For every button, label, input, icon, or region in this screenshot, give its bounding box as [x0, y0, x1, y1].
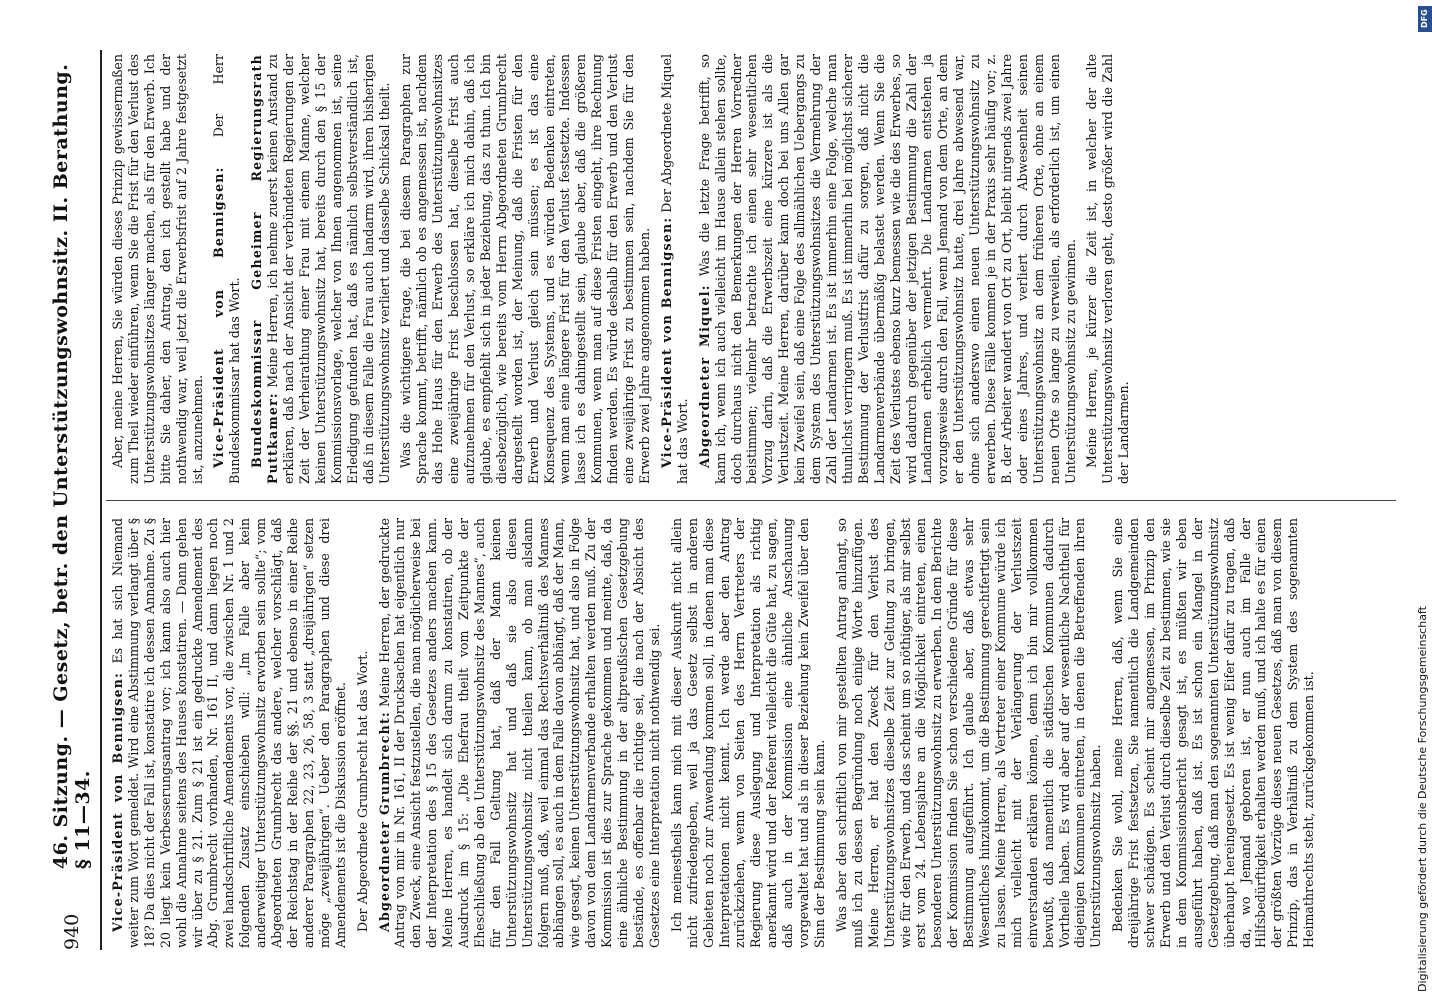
paragraph: [211, 54, 243, 484]
paragraph: [377, 518, 663, 948]
paragraph: [110, 518, 349, 948]
paragraph: [834, 518, 1104, 948]
header-rule: [100, 50, 102, 950]
paragraph: [1084, 54, 1132, 484]
dfg-logo: DFG: [1418, 6, 1432, 32]
running-header: [46, 50, 98, 950]
paragraph-text: Es hat sich Niemand weiter zum Wort gemeldet. Wird eine Abstimmung verlangt über § 18? Da dies nicht der Fall ist, konstatire ich dessen Annahme. Zu § 20 liegt kein Verbesserungsantrag vor; ich kann also auch hier wohl die Annahme seitens des Hauses konstatiren. — Dann gehen wir über zu § 21. Zum § 21 ist ein gedruckte Amendement des Abg. Grumbrecht vorhanden, Nr. 161 II, und dann liegen noch zwei handschriftliche Amendements vor, die zwischen Nr. 1 und 2 folgenden Zusatz einschieben will: „Im Falle aber kein anderweitiger Unterstützungswohnsitz erworben sein sollte“; vom Abgeordneten Grumbrecht das andere, welcher vorschlägt, daß der Reichstag in der Reihe der §§. 21 und ebenso in einer Reihe anderer Paragraphen 22, 23, 26, 58, 3 statt „dreijährigen“ setzen möge „zweijährigen“. Ueber den Paragraphen und diese drei Amendements ist die Diskussion eröffnet.: [110, 518, 348, 948]
paragraph-text: Meine Herren, ich nehme zuerst keinen Anstand zu erklären, daß nach der Ansicht der verbündeten Regierungen der Zeit der Verheirathung einer Frau mit einem Manne, welcher keinen Unterstützungswohnsitz hat, bereits durch den § 15 der Kommissionsvorlage, welcher von Ihnen angenommen ist, seine Erledigung gefunden hat, daß es nämlich selbstverständlich ist, daß in diesem Falle die Frau auch landarm wird, ihren bisherigen Unterstützungswohnsitz verliert und dasselbe Schicksal theilt.: [265, 54, 392, 484]
speaker-name: Bundeskommissar Geheimer Regierungsrath Puttkamer:: [249, 54, 281, 484]
page-number: 940: [61, 913, 83, 950]
paragraph: [669, 518, 828, 948]
left-column: [110, 518, 1396, 948]
right-column: [110, 54, 1396, 484]
paragraph-text: Der Abgeordnete Miquel hat das Wort.: [658, 54, 690, 484]
speaker-name: Vice-Präsident von Bennigsen:: [110, 671, 125, 932]
speaker-name: Abgeordneter Grumbrecht:: [376, 711, 392, 932]
paragraph: [355, 518, 371, 948]
paragraph-text: Was die wichtigere Frage, die bei diesem Paragraphen zur Sprache kommt, betrifft, nämlich ob es angemessen ist, nachdem das Hohe Haus für den Erwerb des Unterstützungswohnsitzes eine zweijährige Frist beschlossen hat, dieselbe Frist auch aufzunehmen für den Verlust, so erkläre ich mich dahin, daß ich glaube, es empfiehlt sich in jeder Beziehung, das zu thun. Ich bin diesbezüglich, wie bereits vom Herrn Abgeordneten Grumbrecht dargestellt worden ist, der Meinung, daß die Fristen für den Erwerb und Verlust gleich sein müssen; es ist das eine Konsequenz des Systems, und es würden Bedenken eintreten, wenn man eine längere Frist für den Verlust festsetzte. Indessen lasse ich es dahingestellt sein, glaube aber, daß die größeren Kommunen, wenn man auf diese Fristen eingeht, ihre Rechnung finden werden. Es würde deshalb für den Erwerb und den Verlust eine zweijährige Frist zu bestimmen sein, nachdem Sie für den Erwerb zwei Jahre angenommen haben.: [398, 54, 652, 484]
paragraph-text: Was die letzte Frage betrifft, so kann ich, wenn ich auch vielleicht im Hause allein stehen sollte, doch durchaus nicht den Bemerkungen der Herren Vorredner beistimmen; vielmehr betrachte ich einen sehr wesentlichen Vorzug darin, daß die Erwerbszeit eine kürzere ist als die Verlustzeit. Meine Herren, darüber kann doch bei uns Allen gar kein Zweifel sein, daß eine Folge des allmählichen Uebergangs zu dem System des Unterstützungswohnsitzes die Vermehrung der Zahl der Landarmen ist. Es ist immerhin eine Folge, welche man thunlichst verringern muß. Es ist immerhin bei möglichst sicherer Bestimmung der Verlustfrist dafür zu sorgen, daß nicht die Landarmenverbände übermäßig belastet werden. Wenn Sie die Zeit des Verlustes ebenso kurz bemessen wie die des Erwerbes, so wird dadurch gegenüber der jetzigen Bestimmung die Zahl der Landarmen erheblich vermehrt. Die Landarmen entstehen ja vorzugsweise durch den Fall, wenn Jemand von dem Orte, an dem er den Unterstützungswohnsitz hatte, drei Jahre abwesend war, ohne sich anderswo einen neuen Unterstützungswohnsitz zu erwerben. Diese Fälle kommen je in der Praxis sehr häufig vor; z. B. der Arbeiter wandert von Ort zu Ort, bleibt nirgends zwei Jahre oder eines Jahres, und verliert durch Abwesenheit seinen Unterstützungswohnsitz an dem früheren Orte, ohne an einem neuen Orte so lange zu verweilen, als erforderlich ist, um einen Unterstützungswohnsitz zu gewinnen.: [696, 54, 1078, 484]
paragraph: [697, 54, 1079, 484]
paragraph-text: Bedenken Sie wohl, meine Herren, daß, wenn Sie eine dreijährige Frist festsetzen, Sie namentlich die Landgemeinden schwer schädigen. Es scheint mir angemessen, im Prinzip den Erwerb und den Verlust durch dieselbe Zeit zu bestimmen, wie sie in dem Kommissionsbericht gesagt ist, es müßten wir eben ausgeführt haben, daß ist. Es ist schon ein Mangel in der Gesetzgebung, daß man den sogenannten Unterstützungswohnsitz überhaupt hereingesetzt. Es ist wenig Eifer dafür zu tragen, daß da, wo Jemand geboren ist, er nun auch im Falle der Hilfsbedürftigkeit erhalten werden muß, und ich halte es für einen der größten Vorzüge dieses neuen Gesetzes, daß man von diesem Prinzip, das in Verhältniß zu dem System des sogenannten Heimathrechts steht, zurückgekommen ist.: [1110, 518, 1317, 948]
header-title: 46. Sitzung. — Gesetz, betr. den Unterstützungswohnsitz. II. Berathung. § 11—34.: [50, 63, 94, 870]
paragraph-text: Aber, meine Herren, Sie würden dieses Prinzip gewissermaßen zum Theil wieder einführen, wenn Sie die Frist für den Verlust des Unterstützungswohnsitzes länger machen, als für den Erwerb. Ich bitte Sie daher, den Antrag, den ich gestellt habe und der nothwendig war, weil jetzt die Erwerbsfrist auf 2 Jahre festgesetzt ist, anzunehmen.: [110, 54, 205, 484]
paragraph-text: Meine Herren, je kürzer die Zeit ist, in welcher der alte Unterstützungswohnsitz verloren geht, desto größer wird die Zahl der Landarmen.: [1084, 54, 1132, 484]
paragraph: [398, 54, 653, 484]
paragraph-text: Was aber den schriftlich von mir gestellten Antrag anlangt, so muß ich zu dessen Begründung noch einige Worte hinzufügen. Meine Herren, er hat den Zweck für den Verlust des Unterstützungswohnsitzes dieselbe Zeit zur Geltung zu bringen, wie für den Erwerb, und das scheint um so nöthiger, als mir selbst erst vom 24. Lebensjahre an die Möglichkeit eintreten, einen besonderen Unterstützungswohnsitz zu erwerben. In dem Berichte der Kommission finden Sie schon verschiedene Gründe für diese Bestimmung aufgeführt. Ich glaube aber, daß etwas sehr Wesentliches hinzukommt, um die Bestimmung gerechtfertigt sein zu lassen. Meine Herren, als Vertreter einer Kommune würde ich mich vielleicht mit der Verlängerung der Verlustszeit einverstanden erklären können, denn ich bin mir vollkommen bewußt, daß namentlich die städtischen Kommunen dadurch Vortheile haben. Es wird aber auf der wesentliche Nachtheil für diejenigen Kommunen eintreten, in denen die Betreffenden ihren Unterstützungswohnsitz haben.: [833, 518, 1104, 948]
paragraph: [249, 54, 392, 484]
paragraph-text: Meine Herren, der gedruckte Antrag von mir in Nr. 161, II der Drucksachen hat eigentlich nur den Zweck, eine Ansicht festzustellen, die man möglicherweise bei der Interpretation des § 15 des Gesetzes anders machen kann. Meine Herren, es handelt sich darum zu konstatiren, ob der Ausdruck im § 15: „Die Ehefrau theilt vom Zeitpunkte der Eheschließung ab den Unterstützungswohnsitz des Mannes“, auch für den Fall Geltung hat, daß der Mann keinen Unterstützungswohnsitz hat und daß sie also diesen Unterstützungswohnsitz nicht theilen kann, ob man alsdann folgern muß, daß, weil einmal das Rechtsverhältniß des Mannes abhängen soll, es auch in dem Falle davon abhängt, daß der Mann, wie gesagt, keinen Unterstützungswohnsitz hat, und also in Folge davon von dem Landarmenverbande erhalten werden muß. Zu der Kommission ist dies zur Sprache gekommen und meinte, daß, da eine ähnliche Bestimmung in der altpreußischen Gesetzgebung bestände, es offenbar die richtige sei, die nach der Absicht des Gesetzes eine Interpretation nicht nothwendig sei.: [376, 518, 662, 948]
paragraph: [110, 54, 205, 484]
speaker-name: Vice-Präsident von Bennigsen:: [211, 166, 227, 468]
paragraph-text: Der Herr Bundeskommissar hat das Wort.: [211, 54, 243, 484]
column-divider: [106, 500, 1396, 501]
paragraph: [1110, 518, 1317, 948]
paragraph: [659, 54, 691, 484]
speaker-name: Vice-Präsident von Bennigsen:: [658, 216, 674, 468]
speaker-name: Abgeordneter Miquel:: [696, 284, 712, 468]
rotated-page-content: [46, 50, 1406, 950]
paragraph-text: Ich meinestheils kann mich mit dieser Auskunft nicht allein nicht zufriedengeben, weil ja das Gesetz selbst in anderen Gebieten noch zur Anwendung kommen soll, in denen man diese Interpretationen nicht kennt. Ich werde aber den Antrag zurückziehen, wenn von Seiten des Herrn Vertreters der Regierung diese Auslegung und Interpretation als richtig anerkannt wird und der Referent vielleicht die Güte hat, zu sagen, daß auch in der Kommission eine ähnliche Anschauung vorgewaltet hat und als in dieser Beziehung kein Zweifel über den Sinn der Bestimmung sein kann.: [668, 518, 827, 948]
paragraph-text: Der Abgeordnete Grumbrecht hat das Wort.: [354, 650, 370, 932]
digitization-credit: Digitalisierung gefördert durch die Deutsche Forschungsgemeinschaft: [1416, 606, 1429, 992]
